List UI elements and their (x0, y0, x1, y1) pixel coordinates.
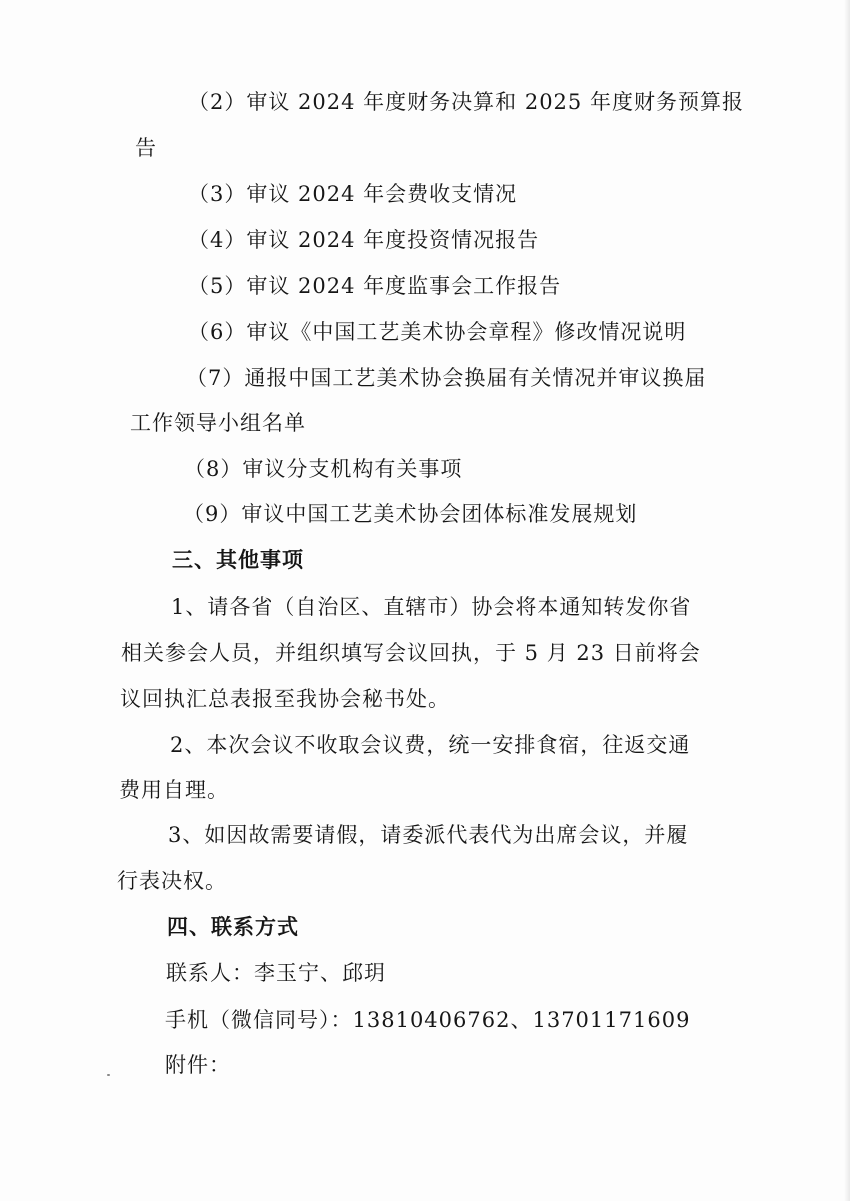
contact-person: 联系人：李玉宁、邱玥 (166, 961, 386, 985)
section-3-para-3-line-2: 行表决权。 (117, 869, 227, 893)
section-3-para-2-line-2: 费用自理。 (119, 778, 229, 802)
section-3-para-2-line-1: 2、本次会议不收取会议费，统一安排食宿，往返交通 (170, 733, 691, 757)
section-4-heading: 四、联系方式 (167, 915, 299, 939)
attachment-label: 附件： (165, 1053, 231, 1077)
agenda-item-3: （3）审议 2024 年会费收支情况 (188, 182, 518, 206)
agenda-item-5: （5）审议 2024 年度监事会工作报告 (188, 274, 562, 298)
agenda-item-2-line-1: （2）审议 2024 年度财务决算和 2025 年度财务预算报 (188, 90, 744, 114)
scan-edge-shadow (844, 0, 850, 1201)
agenda-item-7-line-2: 工作领导小组名单 (130, 411, 306, 435)
agenda-item-9: （9）审议中国工艺美术协会团体标准发展规划 (183, 502, 638, 526)
section-3-para-1-line-3: 议回执汇总表报至我协会秘书处。 (120, 687, 450, 711)
agenda-item-7-line-1: （7）通报中国工艺美术协会换届有关情况并审议换届 (186, 366, 707, 390)
section-3-para-1-line-1: 1、请各省（自治区、直辖市）协会将本通知转发你省 (171, 595, 692, 619)
contact-phone: 手机（微信同号）：13810406762、13701171609 (165, 1008, 691, 1032)
section-3-heading: 三、其他事项 (172, 548, 304, 572)
section-3-para-3-line-1: 3、如因故需要请假，请委派代表代为出席会议，并履 (168, 823, 689, 847)
agenda-item-6: （6）审议《中国工艺美术协会章程》修改情况说明 (188, 320, 687, 344)
agenda-item-4: （4）审议 2024 年度投资情况报告 (188, 228, 540, 252)
agenda-item-2-line-2: 告 (135, 136, 157, 160)
section-3-para-1-line-2: 相关参会人员，并组织填写会议回执，于 5 月 23 日前将会 (121, 641, 701, 665)
scan-speck (107, 1074, 110, 1076)
agenda-item-8: （8）审议分支机构有关事项 (184, 457, 463, 481)
